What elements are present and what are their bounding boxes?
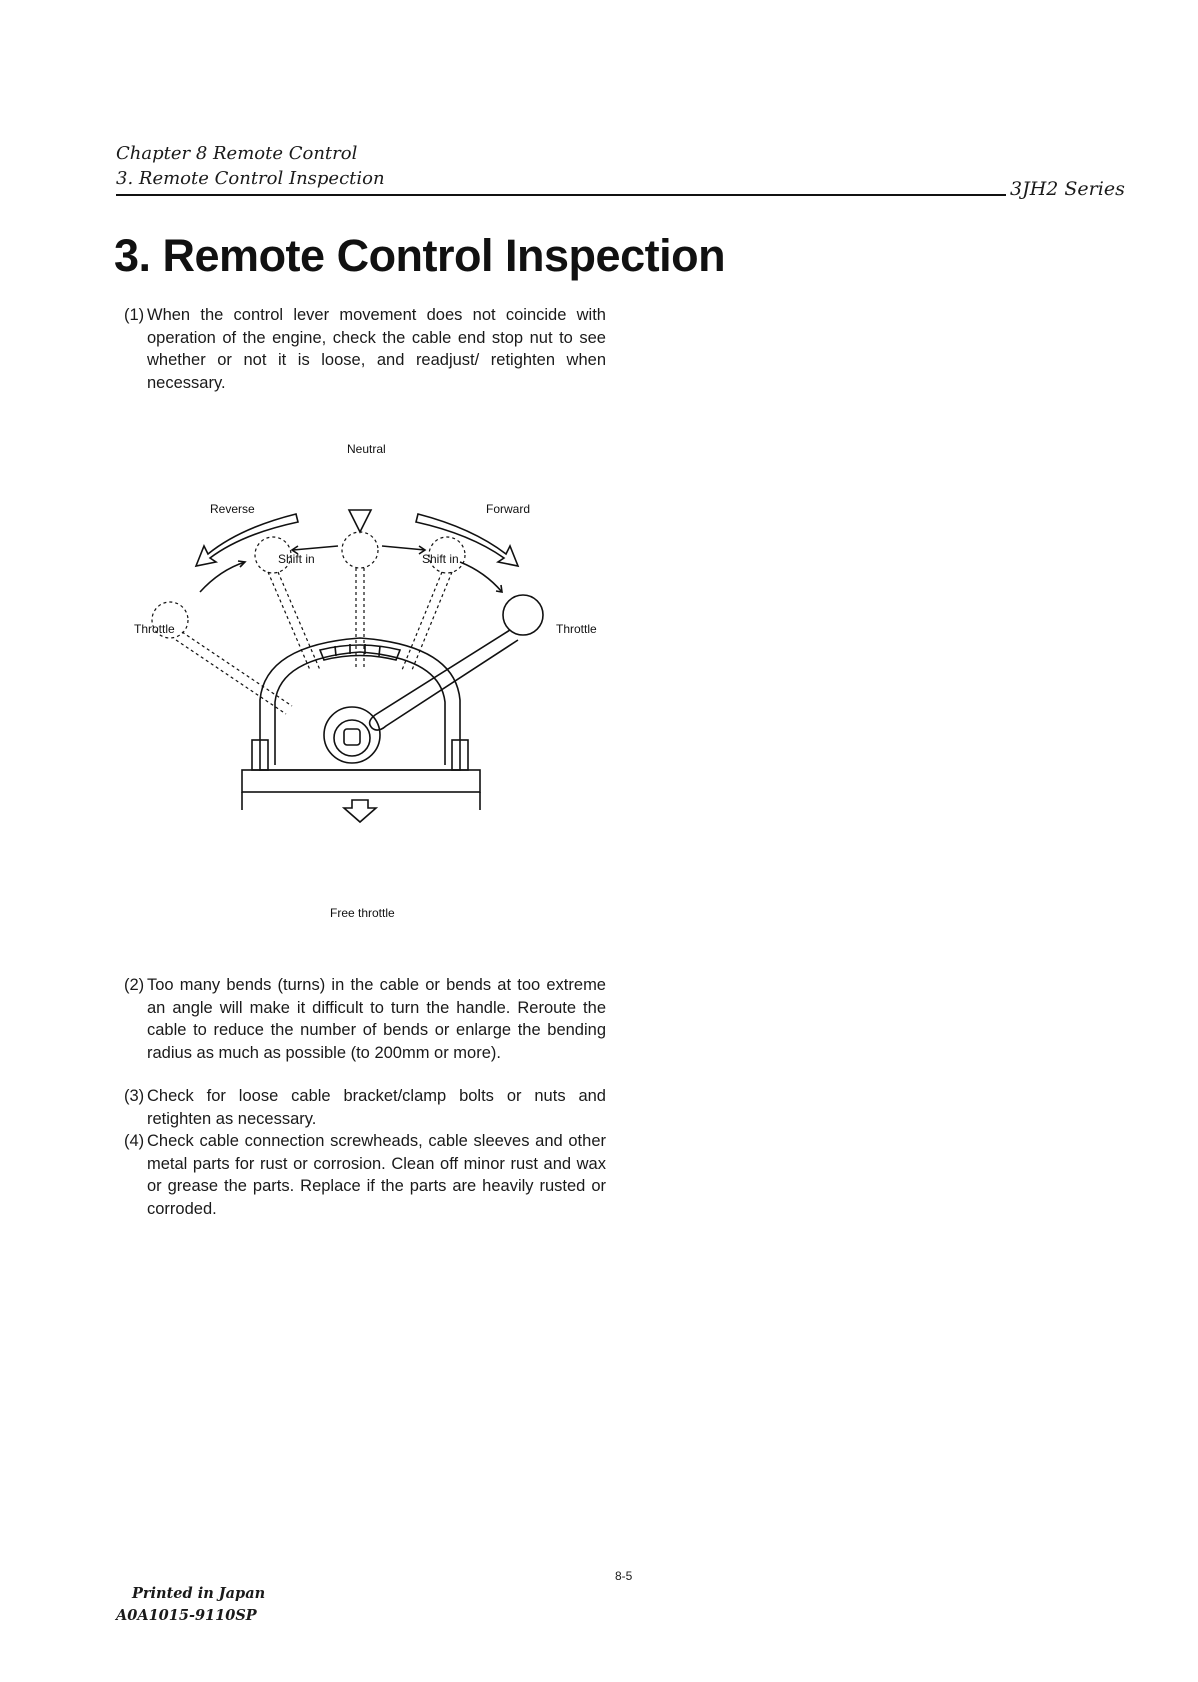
throttle-arrow-left-icon (200, 562, 245, 592)
label-throttle-left: Throttle (134, 622, 175, 636)
shift-arrow-right-icon (382, 546, 425, 550)
shift-arrow-left-icon (293, 546, 338, 550)
lever-shaft (370, 630, 518, 730)
footer-code: A0A1015-9110SP (116, 1607, 257, 1624)
label-throttle-right: Throttle (556, 622, 597, 636)
footer-printed: Printed in Japan (132, 1585, 266, 1602)
item-number: (2) (124, 976, 145, 994)
lever-knob-throttle-right (503, 595, 543, 635)
lever-hub (324, 707, 380, 763)
header-series: 3JH2 Series (1010, 178, 1125, 200)
label-forward: Forward (486, 502, 531, 516)
label-shift-in-right: Shift in (422, 552, 459, 566)
label-reverse: Reverse (210, 502, 255, 516)
control-base (242, 770, 480, 792)
control-housing (260, 638, 460, 770)
page-title: 3. Remote Control Inspection (114, 230, 726, 281)
instruction-item-3 (124, 1085, 606, 1130)
lever-diagram-drawing (120, 470, 600, 880)
free-throttle-arrow-icon (344, 800, 376, 822)
item-text: Check for loose cable bracket/clamp bolts or nuts and retighten as necessary. (147, 1087, 606, 1128)
header-rule (116, 194, 1006, 196)
instruction-item-1 (124, 304, 606, 394)
throttle-arrow-right-icon (460, 562, 502, 592)
neutral-marker-icon (349, 510, 371, 532)
item-number: (4) (124, 1132, 145, 1150)
label-neutral: Neutral (347, 442, 386, 456)
header-chapter: Chapter 8 Remote Control (116, 143, 358, 164)
item-text: Too many bends (turns) in the cable or bends at too extreme an angle will make it difficult to turn the handle. Reroute the cable to reduce the number of bends or enlarge the bending radius as much as possible (to 200mm or more). (147, 976, 606, 1062)
instruction-item-2 (124, 974, 606, 1064)
label-shift-in-left: Shift in (278, 552, 315, 566)
item-text: When the control lever movement does not coincide with operation of the engine, check the cable end stop nut to see whether or not it is loose, and readjust/ retighten when necessary. (147, 306, 606, 392)
label-free-throttle: Free throttle (330, 906, 395, 920)
instruction-item-4 (124, 1130, 606, 1220)
item-text: Check cable connection screwheads, cable sleeves and other metal parts for rust or corrosion. Clean off minor rust and wax or grease the parts. Replace if the parts are heavily rusted or corroded. (147, 1132, 606, 1218)
item-number: (3) (124, 1087, 145, 1105)
header-section: 3. Remote Control Inspection (116, 168, 385, 189)
item-number: (1) (124, 306, 145, 324)
lever-knob-neutral (342, 532, 378, 568)
page-number: 8-5 (615, 1569, 633, 1583)
